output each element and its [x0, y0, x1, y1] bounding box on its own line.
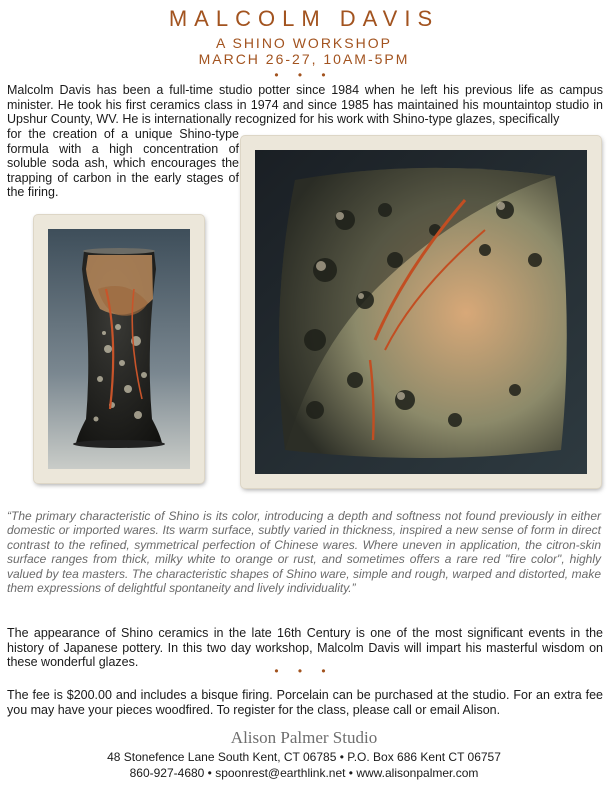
- studio-name: Alison Palmer Studio: [230, 728, 378, 747]
- subtitle-line-2: MARCH 26-27, 10AM-5PM: [198, 51, 410, 67]
- intro-paragraph-continued: for the creation of a unique Shino-type formula with a high concentration of soluble soda ash, which encourages the trapping of carbon in the early stages of the firing.: [7, 127, 239, 199]
- intro-paragraph: Malcolm Davis has been a full-time studio potter since 1984 when he left his previous life as campus minister. He took his first ceramics class in 1974 and since 1985 has maintained his mountaintop studio in Upshur County, WV. He is internationally recognized for his work with Shino-type glazes, specifically: [7, 83, 603, 126]
- divider-dots: • • •: [274, 68, 334, 82]
- shino-quote: “The primary characteristic of Shino is its color, introducing a depth and softness not found previously in either domestic or imported wares. Its warm surface, subtly varied in thickness, inspired a new sense of form in direct contrast to the refined, symmetrical perfection of Chinese wares. Where uneven in application, the citron-skin surface ranges from thick, milky white to orange or rust, and sometimes offers a rare red "fire color", highly valued by tea masters. The characteristic shapes of Shino ware, simple and rough, warped and distorted, make them expressions of delightful spontaneity and lively individuality.”: [7, 509, 601, 596]
- studio-address: 48 Stonefence Lane South Kent, CT 06785 • P.O. Box 686 Kent CT 06757: [107, 750, 501, 764]
- plate-photo: [241, 136, 601, 488]
- page-title: MALCOLM DAVIS: [168, 6, 440, 31]
- vase-photo: [34, 215, 204, 483]
- divider-dots-2: • • •: [274, 664, 334, 678]
- fee-paragraph: The fee is $200.00 and includes a bisque firing. Porcelain can be purchased at the studio. For an extra fee you may have your pieces woodfired. To register for the class, please call or email Alison.: [7, 688, 603, 717]
- history-paragraph: The appearance of Shino ceramics in the late 16th Century is one of the most significant events in the history of Japanese pottery. In this two day workshop, Malcolm Davis will impart his masterful wisdom on these wonderful glazes.: [7, 626, 603, 669]
- shino-plate-image: [255, 150, 587, 474]
- studio-contact: 860-927-4680 • spoonrest@earthlink.net • www.alisonpalmer.com: [129, 766, 479, 780]
- shino-vase-image: [48, 229, 190, 469]
- subtitle-line-1: A SHINO WORKSHOP: [216, 35, 392, 51]
- workshop-subtitle: [0, 35, 608, 67]
